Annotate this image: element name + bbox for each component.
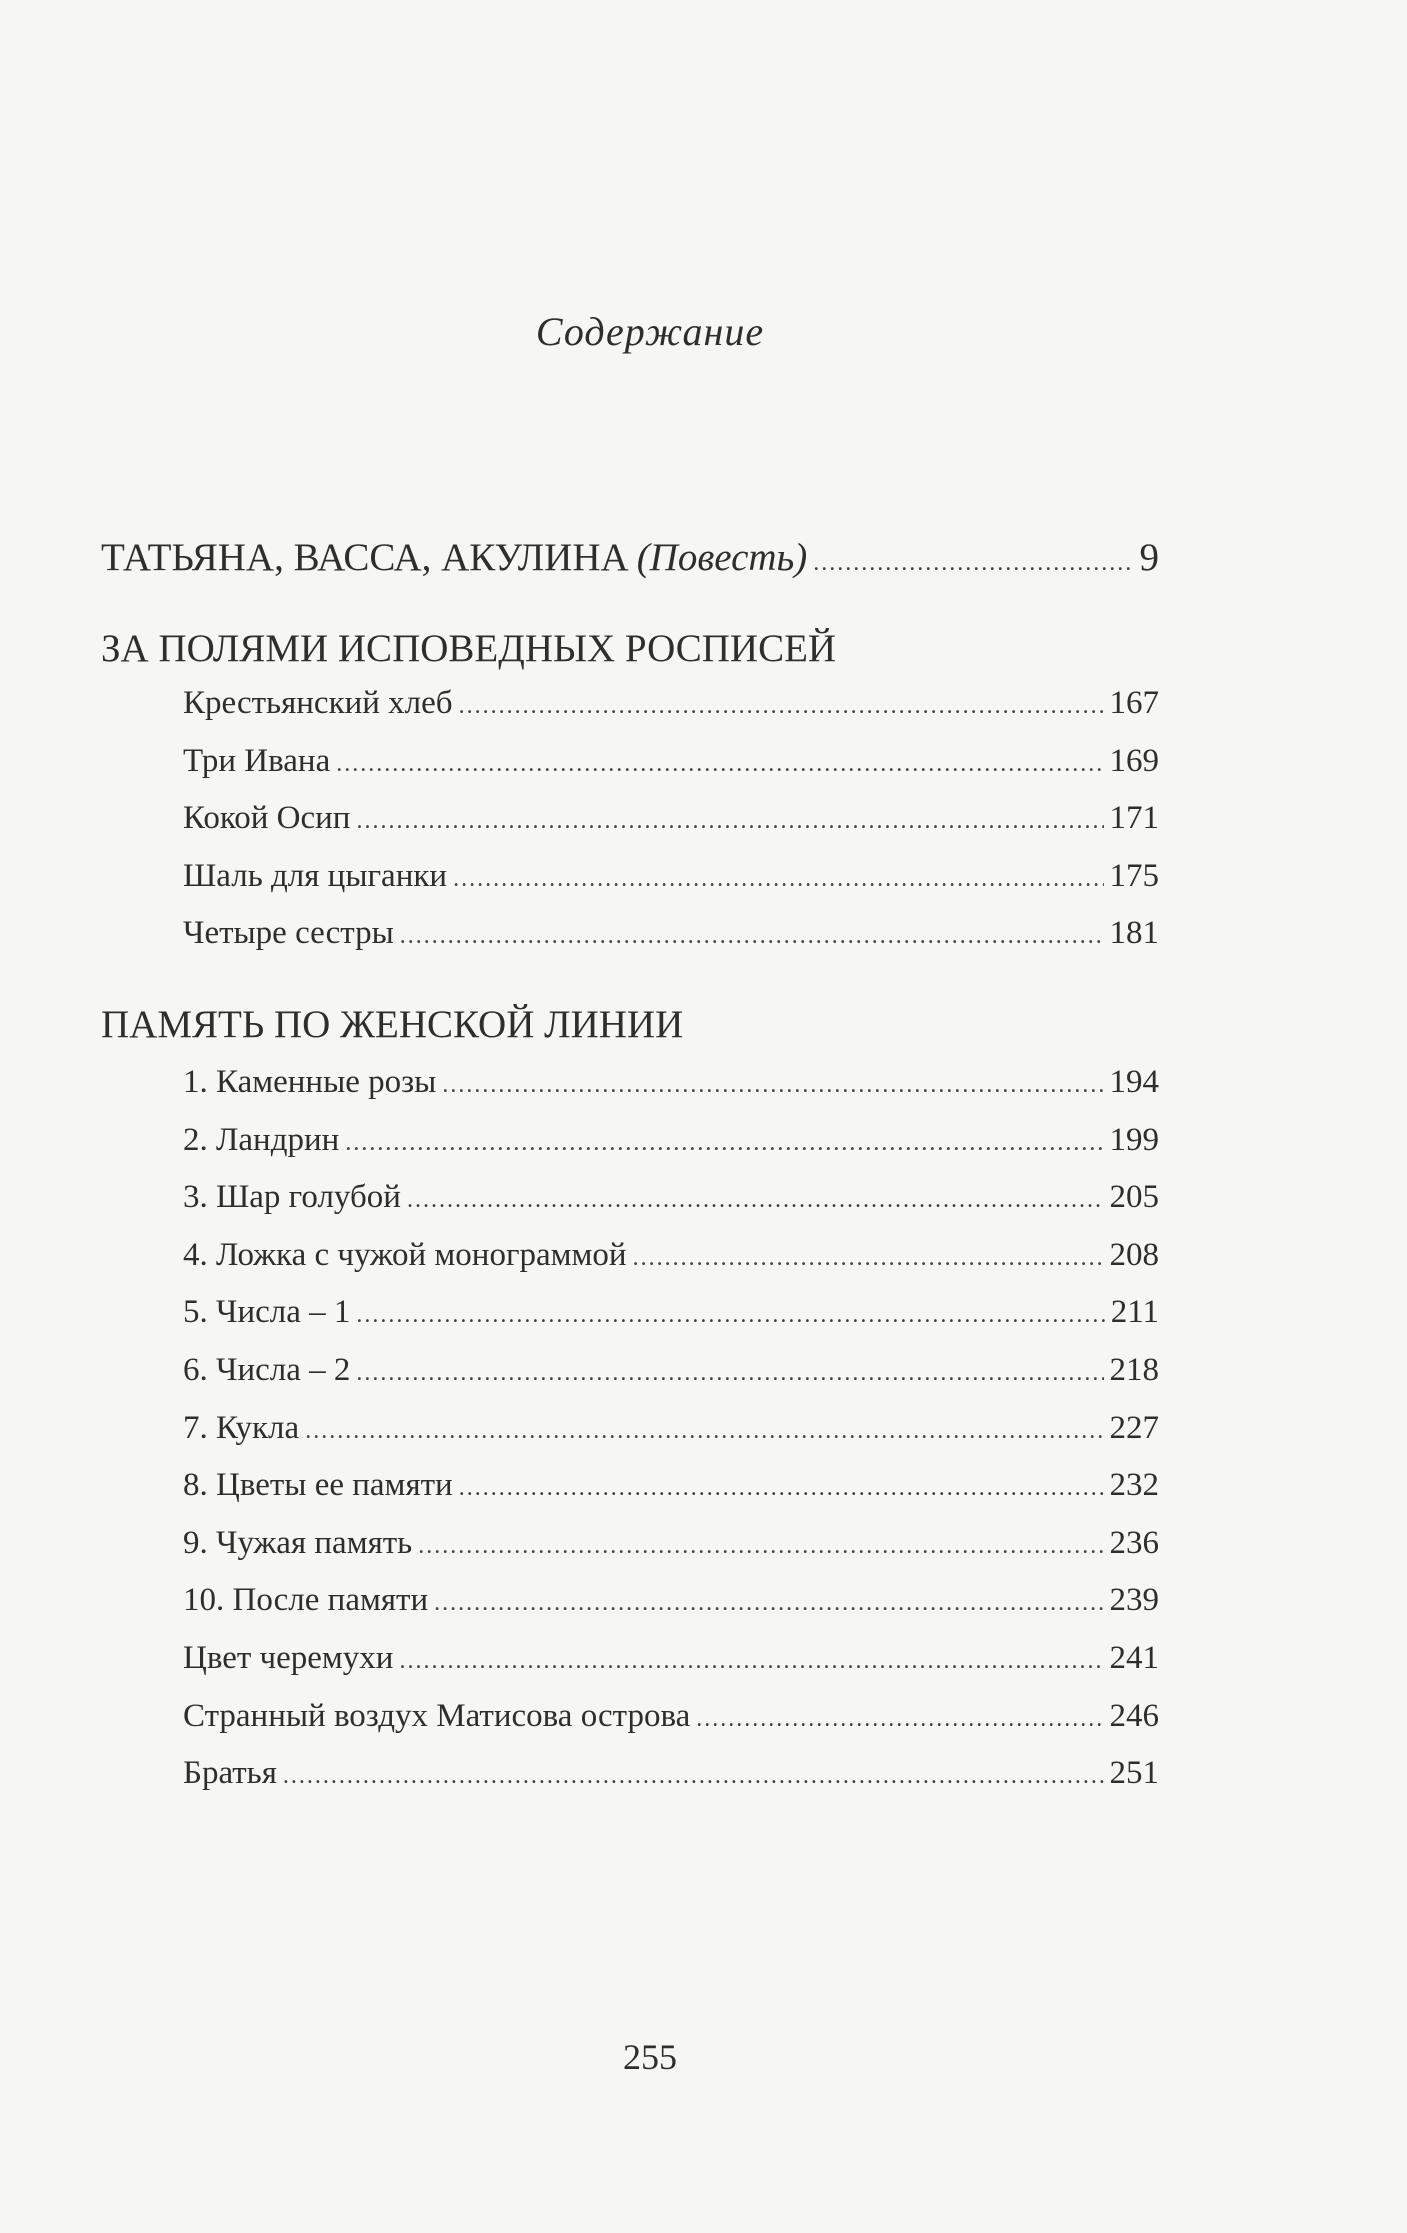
dot-leader	[453, 866, 1103, 893]
section-heading: ЗА ПОЛЯМИ ИСПОВЕДНЫХ РОСПИСЕЙ	[101, 627, 837, 670]
toc-entry	[183, 1755, 1159, 1792]
page-number: 255	[623, 2037, 677, 2077]
entry-page: 169	[1109, 742, 1159, 779]
entry-label: Четыре сестры	[183, 915, 394, 952]
entry-page: 205	[1109, 1179, 1159, 1216]
entry-label: Братья	[183, 1755, 277, 1792]
toc-entry	[183, 1525, 1159, 1562]
dot-leader	[696, 1706, 1103, 1733]
entry-label: 1. Каменные розы	[183, 1064, 437, 1100]
entry-label: 9. Чужая память	[183, 1524, 413, 1561]
dot-leader	[418, 1533, 1103, 1560]
entry-page: 227	[1109, 1409, 1159, 1446]
entry-label: Крестьянский хлеб	[183, 685, 453, 721]
toc-entry	[183, 743, 1159, 780]
entry-label: ТАТЬЯНА, ВАССА, АКУЛИНА (Повесть)	[101, 536, 808, 579]
dot-leader	[356, 1302, 1104, 1329]
dot-leader	[400, 923, 1104, 950]
entry-label: Странный воздух Матисова острова	[183, 1697, 691, 1734]
dot-leader	[356, 1360, 1103, 1387]
entry-page: 246	[1109, 1697, 1159, 1734]
entry-label: 10. После памяти	[183, 1582, 429, 1619]
entry-label: 4. Ложка с чужой монограммой	[183, 1236, 627, 1273]
entry-label: Цвет черемухи	[183, 1640, 394, 1676]
entry-page: 218	[1109, 1352, 1159, 1388]
toc-entry-main	[101, 535, 1159, 580]
entry-page: 9	[1139, 536, 1159, 579]
toc-entry	[183, 1237, 1159, 1274]
toc-entry	[183, 1179, 1159, 1216]
dot-leader	[813, 550, 1133, 577]
toc-entry	[183, 1410, 1159, 1447]
page-title: Содержание	[535, 309, 765, 354]
toc-entry	[183, 800, 1159, 837]
entry-label: 2. Ландрин	[183, 1121, 340, 1158]
entry-label: Кокой Осип	[183, 800, 351, 837]
toc-entry	[183, 1064, 1159, 1101]
dot-leader	[442, 1072, 1103, 1099]
entry-note: (Повесть)	[636, 536, 808, 579]
entry-page: 232	[1109, 1467, 1159, 1504]
entry-label: 5. Числа – 1	[183, 1294, 351, 1331]
entry-label: 8. Цветы ее памяти	[183, 1467, 453, 1504]
entry-label: 6. Числа – 2	[183, 1352, 351, 1388]
dot-leader	[459, 1475, 1104, 1502]
entry-page: 251	[1109, 1755, 1159, 1792]
entry-page: 167	[1109, 685, 1159, 721]
dot-leader	[399, 1648, 1103, 1675]
dot-leader	[345, 1130, 1103, 1157]
dot-leader	[305, 1418, 1103, 1445]
dot-leader	[336, 751, 1103, 778]
dot-leader	[633, 1245, 1104, 1272]
toc-entry	[183, 1352, 1159, 1389]
entry-page: 175	[1109, 857, 1159, 894]
toc-entry	[183, 858, 1159, 895]
dot-leader	[283, 1763, 1104, 1790]
toc-entry	[183, 1698, 1159, 1735]
entry-page: 208	[1109, 1236, 1159, 1273]
toc-entry	[183, 1122, 1159, 1159]
toc-entry	[183, 1640, 1159, 1677]
toc-entry	[183, 685, 1159, 722]
entry-page: 239	[1109, 1582, 1159, 1619]
dot-leader	[434, 1590, 1103, 1617]
toc-entry	[183, 1582, 1159, 1619]
dot-leader	[459, 693, 1104, 720]
toc-entry	[183, 1294, 1159, 1331]
entry-page: 194	[1109, 1064, 1159, 1100]
entry-label: 7. Кукла	[183, 1409, 300, 1446]
entry-page: 199	[1109, 1121, 1159, 1158]
entry-page: 236	[1109, 1524, 1159, 1561]
toc-entry	[183, 915, 1159, 952]
entry-page: 211	[1110, 1294, 1159, 1331]
entry-label: Три Ивана	[183, 742, 331, 779]
dot-leader	[407, 1187, 1104, 1214]
entry-page: 241	[1109, 1640, 1159, 1676]
entry-label: Шаль для цыганки	[183, 857, 448, 894]
toc-entry	[183, 1467, 1159, 1504]
dot-leader	[356, 808, 1103, 835]
section-heading: ПАМЯТЬ ПО ЖЕНСКОЙ ЛИНИИ	[101, 1003, 684, 1046]
entry-page: 181	[1109, 915, 1159, 952]
entry-page: 171	[1109, 800, 1159, 837]
entry-label: 3. Шар голубой	[183, 1179, 401, 1216]
